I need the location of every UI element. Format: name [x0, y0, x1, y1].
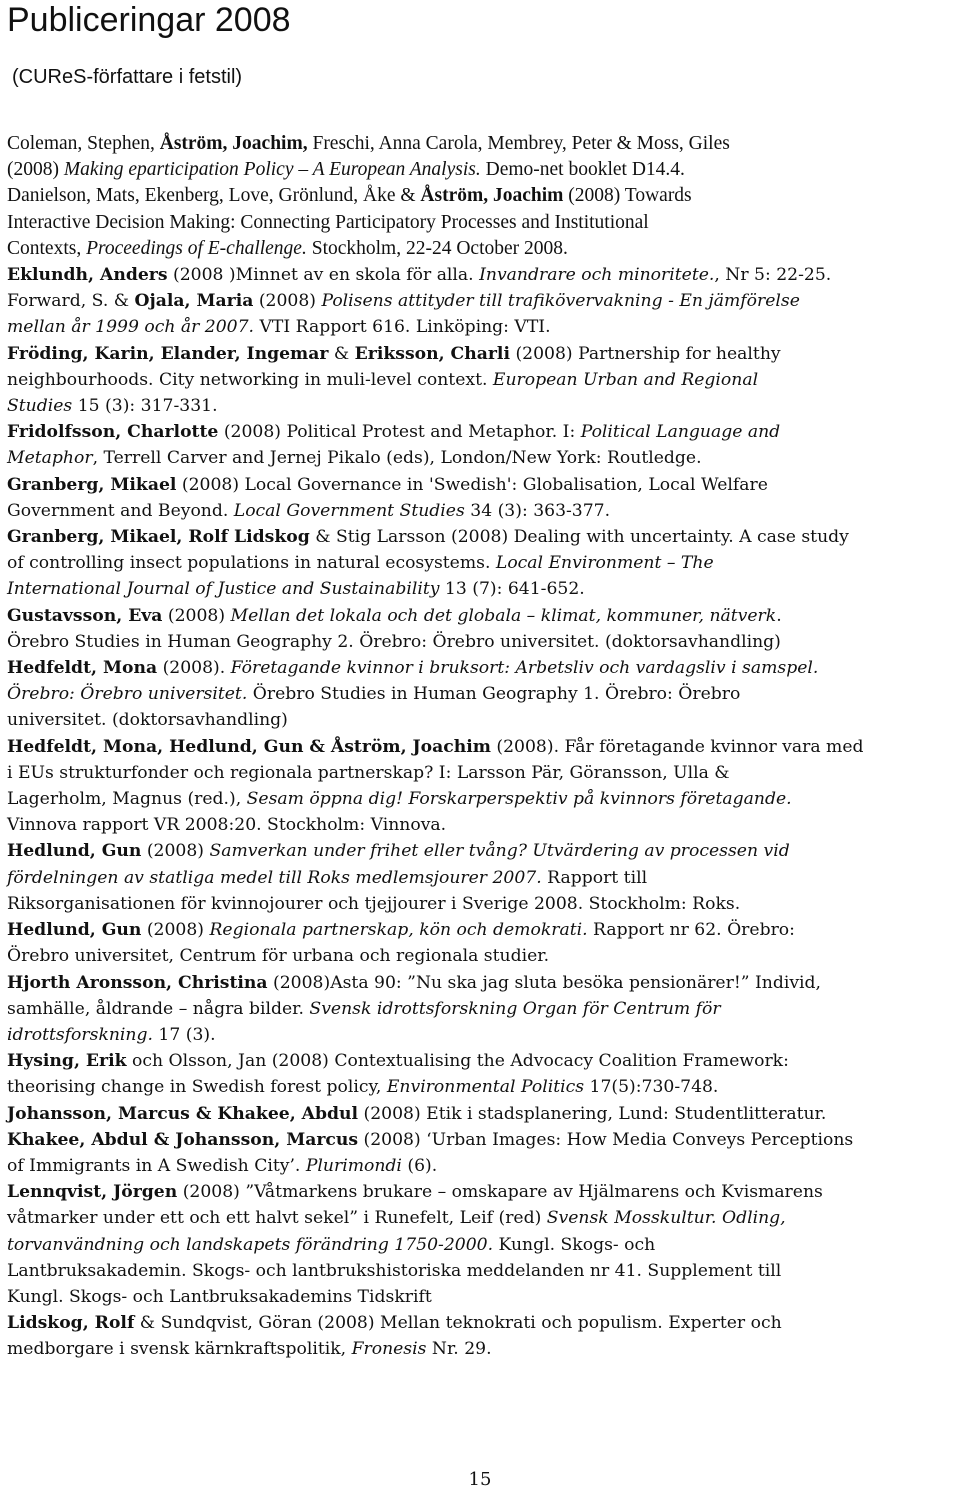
- author-name: Ojala, Maria: [134, 291, 254, 312]
- reference-line: [7, 1310, 957, 1336]
- reference-text: & Sundqvist, Göran (2008) Mellan teknokrati och populism. Experter och: [134, 1313, 782, 1334]
- reference-text: Rapport nr 62. Örebro:: [587, 920, 795, 941]
- reference-text: of controlling insect populations in natural ecosystems.: [7, 553, 496, 574]
- reference-line: [7, 524, 957, 550]
- reference-line: [7, 891, 957, 917]
- author-name: Gustavsson, Eva: [7, 605, 163, 626]
- reference-line: [7, 367, 957, 393]
- reference-entry: [7, 1310, 957, 1362]
- reference-text: samhälle, åldrande – några bilder.: [7, 998, 310, 1019]
- reference-text: Demo-net booklet D14.4.: [480, 159, 685, 181]
- reference-text: Coleman, Stephen,: [7, 133, 160, 154]
- reference-text: Freschi, Anna Carola, Membrey, Peter & Moss, Giles: [307, 133, 730, 154]
- page-subtitle: (CUReS-författare i fetstil): [12, 66, 243, 88]
- reference-line: [7, 1127, 957, 1153]
- reference-text: Riksorganisationen för kvinnojourer och tjejjourer i Sverige 2008. Stockholm: Roks.: [7, 893, 741, 914]
- reference-text: Danielson, Mats, Ekenberg, Love, Grönlund, Åke &: [7, 185, 421, 207]
- reference-line: [7, 341, 957, 367]
- reference-text: (2008): [141, 841, 210, 862]
- reference-entry: [7, 1048, 957, 1100]
- reference-text: & Stig Larsson (2008) Dealing with uncertainty. A case study: [309, 527, 849, 548]
- reference-text: Stockholm, 22-24 October 2008.: [306, 237, 568, 259]
- reference-line: [7, 1284, 957, 1310]
- reference-text: of Immigrants in A Swedish City’.: [7, 1155, 306, 1176]
- author-name: Granberg, Mikael, Rolf Lidskog: [7, 527, 310, 548]
- publication-title: Polisens attityder till trafikövervakning - En jämförelse: [321, 291, 800, 312]
- reference-entry: [7, 419, 957, 471]
- publication-title: Mellan det lokala och det globala – klimat, kommuner, nätverk: [230, 605, 777, 626]
- reference-entry: [7, 524, 957, 603]
- publication-title: Making eparticipation Policy – A European Analysis.: [63, 159, 481, 181]
- reference-text: (6).: [401, 1155, 438, 1176]
- reference-line: [7, 1232, 957, 1258]
- reference-line: [7, 236, 957, 262]
- reference-line: [7, 1074, 957, 1100]
- reference-text: (2008)Asta 90: ”Nu ska jag sluta besöka pensionärer!” Individ,: [267, 972, 822, 993]
- publication-title: Företagande kvinnor i bruksort: Arbetsliv och vardagsliv i samspel.: [230, 658, 819, 679]
- reference-text: (2008) Etik i stadsplanering, Lund: Studentlitteratur.: [358, 1103, 827, 1124]
- reference-entry: [7, 131, 957, 183]
- reference-line: [7, 419, 957, 445]
- reference-line: [7, 996, 957, 1022]
- reference-text: .: [776, 605, 782, 626]
- reference-text: (2008): [162, 605, 231, 626]
- author-name: Granberg, Mikael: [7, 474, 177, 495]
- reference-entry: [7, 472, 957, 524]
- page-title: Publiceringar 2008: [7, 1, 291, 39]
- reference-line: [7, 655, 957, 681]
- reference-text: Örebro Studies in Human Geography 1. Örebro: Örebro: [247, 684, 741, 705]
- reference-text: 17 (3).: [152, 1024, 216, 1045]
- publication-title: Environmental Politics: [386, 1077, 585, 1098]
- reference-text: Kungl. Skogs- och: [493, 1234, 656, 1255]
- reference-line: [7, 131, 957, 157]
- publication-title: Regionala partnerskap, kön och demokrati.: [209, 920, 588, 941]
- reference-text: (2008): [7, 159, 64, 181]
- reference-line: [7, 1022, 957, 1048]
- author-name: Hedfeldt, Mona: [7, 658, 158, 679]
- reference-line: [7, 550, 957, 576]
- publication-title: Svensk Mosskultur. Odling,: [546, 1208, 786, 1229]
- author-name: Hedfeldt, Mona, Hedlund, Gun & Åström, Joachim: [7, 736, 491, 757]
- reference-text: 34 (3): 363-377.: [464, 500, 611, 521]
- reference-text: 17(5):730-748.: [584, 1077, 719, 1098]
- reference-line: [7, 157, 957, 183]
- reference-line: [7, 603, 957, 629]
- reference-text: 13 (7): 641-652.: [439, 579, 585, 600]
- reference-line: [7, 1258, 957, 1284]
- reference-text: (2008).: [157, 658, 231, 679]
- publication-title: Political Language and: [580, 422, 781, 443]
- reference-text: (2008): [141, 920, 210, 941]
- author-name: Khakee, Abdul & Johansson, Marcus: [7, 1129, 359, 1150]
- reference-text: Contexts,: [7, 237, 87, 259]
- reference-line: [7, 681, 957, 707]
- reference-line: [7, 1101, 957, 1127]
- reference-text: theorising change in Swedish forest policy,: [7, 1077, 387, 1098]
- reference-text: våtmarker under ett och ett halvt sekel” i Runefelt, Leif (red): [7, 1208, 547, 1229]
- reference-entry: [7, 183, 957, 262]
- author-name: Hedlund, Gun: [7, 841, 142, 862]
- reference-text: (2008): [253, 291, 322, 312]
- reference-entry: [7, 655, 957, 734]
- publication-title: Local Environment – The: [495, 553, 714, 574]
- reference-text: Forward, S. &: [7, 291, 135, 312]
- reference-line: [7, 498, 957, 524]
- reference-text: Nr. 29.: [426, 1339, 492, 1360]
- reference-text: (2008) Political Protest and Metaphor. I:: [218, 422, 581, 443]
- reference-text: (2008 )Minnet av en skola för alla.: [167, 265, 480, 286]
- reference-entry: [7, 341, 957, 420]
- reference-line: [7, 445, 957, 471]
- reference-line: [7, 1179, 957, 1205]
- reference-text: Lagerholm, Magnus (red.),: [7, 789, 247, 810]
- publication-title: Plurimondi: [305, 1155, 402, 1176]
- author-name: Åström, Joachim: [420, 185, 564, 207]
- reference-text: och Olsson, Jan (2008) Contextualising the Advocacy Coalition Framework:: [126, 1051, 789, 1072]
- author-name: Fröding, Karin, Elander, Ingemar: [7, 343, 329, 364]
- publication-title: Local Government Studies: [233, 500, 465, 521]
- reference-text: (2008) Towards: [563, 185, 692, 207]
- reference-line: [7, 812, 957, 838]
- reference-text: (2008) ‘Urban Images: How Media Conveys Perceptions: [358, 1129, 854, 1150]
- reference-text: medborgare i svensk kärnkraftspolitik,: [7, 1339, 352, 1360]
- author-name: Eklundh, Anders: [7, 265, 168, 286]
- reference-entry: [7, 917, 957, 969]
- reference-text: &: [328, 343, 355, 364]
- publication-title: Proceedings of E-challenge.: [86, 237, 307, 259]
- reference-text: universitet. (doktorsavhandling): [7, 710, 288, 731]
- publication-title: Svensk idrottsforskning Organ för Centrum för: [309, 998, 721, 1019]
- reference-line: [7, 314, 957, 340]
- reference-line: [7, 576, 957, 602]
- reference-text: , Nr 5: 22-25.: [714, 265, 832, 286]
- reference-line: [7, 838, 957, 864]
- reference-entry: [7, 288, 957, 340]
- author-name: Fridolfsson, Charlotte: [7, 422, 219, 443]
- author-name: Johansson, Marcus & Khakee, Abdul: [7, 1103, 359, 1124]
- publication-title: European Urban and Regional: [492, 369, 759, 390]
- reference-line: [7, 1153, 957, 1179]
- reference-line: [7, 1205, 957, 1231]
- reference-line: [7, 865, 957, 891]
- publication-title: Sesam öppna dig! Forskarperspektiv på kvinnors företagande.: [246, 789, 792, 810]
- reference-text: Rapport till: [541, 867, 648, 888]
- reference-entry: [7, 1179, 957, 1310]
- publication-title: Metaphor: [7, 448, 93, 469]
- reference-line: [7, 629, 957, 655]
- reference-line: [7, 210, 957, 236]
- author-name: Hedlund, Gun: [7, 920, 142, 941]
- reference-entry: [7, 262, 957, 288]
- author-name: Eriksson, Charli: [354, 343, 510, 364]
- reference-text: VTI Rapport 616. Linköping: VTI.: [254, 317, 551, 338]
- author-name: Åström, Joachim,: [159, 133, 308, 154]
- author-name: Hysing, Erik: [7, 1051, 127, 1072]
- reference-text: Lantbruksakademin. Skogs- och lantbrukshistoriska meddelanden nr 41. Supplement till: [7, 1260, 782, 1281]
- reference-line: [7, 786, 957, 812]
- reference-line: [7, 734, 957, 760]
- reference-line: [7, 393, 957, 419]
- publication-title: idrottsforskning.: [7, 1024, 153, 1045]
- reference-text: (2008) Partnership for healthy: [509, 343, 781, 364]
- publication-title: Fronesis: [351, 1339, 427, 1360]
- publication-title: Samverkan under frihet eller tvång? Utvärdering av processen vid: [209, 841, 790, 862]
- reference-text: (2008) Local Governance in 'Swedish': Globalisation, Local Welfare: [176, 474, 768, 495]
- page-number: 15: [468, 1469, 492, 1490]
- publication-title: International Journal of Justice and Sustainability: [7, 579, 440, 600]
- publication-title: mellan år 1999 och år 2007.: [7, 317, 255, 338]
- author-name: Lidskog, Rolf: [7, 1313, 135, 1334]
- reference-text: Interactive Decision Making: Connecting Participatory Processes and Institutional: [7, 211, 649, 233]
- reference-entry: [7, 734, 957, 839]
- reference-text: Örebro universitet, Centrum för urbana och regionala studier.: [7, 946, 550, 967]
- reference-list: [7, 131, 957, 1363]
- reference-text: 15 (3): 317-331.: [72, 396, 218, 417]
- reference-line: [7, 288, 957, 314]
- reference-text: Örebro Studies in Human Geography 2. Örebro: Örebro universitet. (doktorsavhandling): [7, 631, 781, 652]
- reference-line: [7, 707, 957, 733]
- reference-line: [7, 262, 957, 288]
- reference-line: [7, 943, 957, 969]
- reference-line: [7, 472, 957, 498]
- publication-title: Studies: [7, 396, 73, 417]
- reference-line: [7, 970, 957, 996]
- reference-text: Government and Beyond.: [7, 500, 234, 521]
- reference-text: i EUs strukturfonder och regionala partnerskap? I: Larsson Pär, Göransson, Ulla &: [7, 762, 730, 783]
- reference-line: [7, 1336, 957, 1362]
- reference-text: Kungl. Skogs- och Lantbruksakademins Tidskrift: [7, 1286, 432, 1307]
- publication-title: fördelningen av statliga medel till Roks medlemsjourer 2007.: [7, 867, 542, 888]
- reference-entry: [7, 1127, 957, 1179]
- publication-title: Örebro: Örebro universitet.: [7, 684, 248, 705]
- publication-title: Invandrare och minoritete.: [479, 265, 715, 286]
- reference-text: (2008) ”Våtmarkens brukare – omskapare av Hjälmarens och Kvismarens: [177, 1182, 823, 1203]
- reference-line: [7, 1048, 957, 1074]
- reference-text: neighbourhoods. City networking in muli-level context.: [7, 369, 493, 390]
- reference-entry: [7, 838, 957, 917]
- publication-title: torvanvändning och landskapets förändring 1750-2000.: [7, 1234, 494, 1255]
- reference-line: [7, 917, 957, 943]
- reference-entry: [7, 1101, 957, 1127]
- reference-text: , Terrell Carver and Jernej Pikalo (eds), London/New York: Routledge.: [92, 448, 702, 469]
- reference-entry: [7, 970, 957, 1049]
- reference-line: [7, 183, 957, 209]
- reference-text: (2008). Får företagande kvinnor vara med: [490, 736, 864, 757]
- reference-text: Vinnova rapport VR 2008:20. Stockholm: Vinnova.: [7, 815, 447, 836]
- author-name: Lennqvist, Jörgen: [7, 1182, 178, 1203]
- reference-line: [7, 760, 957, 786]
- author-name: Hjorth Aronsson, Christina: [7, 972, 268, 993]
- reference-entry: [7, 603, 957, 655]
